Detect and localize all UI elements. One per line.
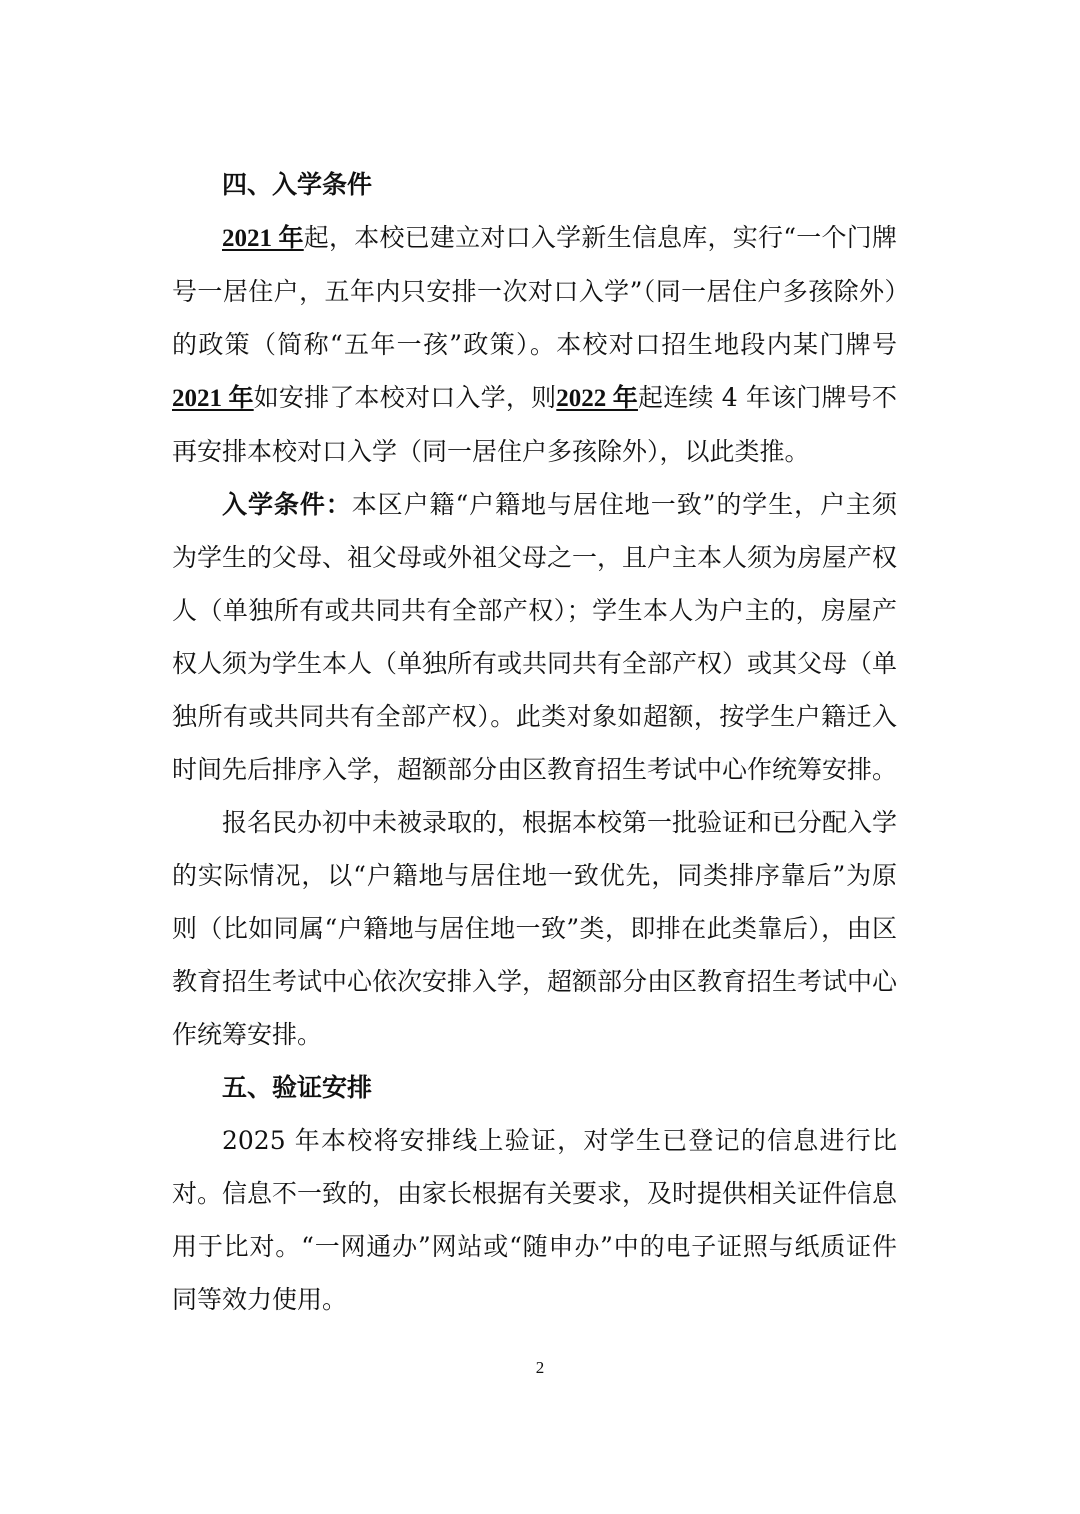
page-number: 2 — [535, 1358, 545, 1377]
year-2021-repeat: 2021 年 — [172, 385, 254, 412]
paragraph-verification: 2025 年本校将安排线上验证，对学生已登记的信息进行比对。信息不一致的，由家长根据有关要求，及时提供相关证件信息用于比对。“一网通办”网站或“随申办”中的电子证照与纸质证件同等效力使用。 — [172, 1126, 898, 1314]
year-2022: 2022 年 — [556, 385, 638, 412]
paragraph-admission-conditions — [172, 478, 897, 796]
section-heading-admission-conditions: 四、入学条件 — [222, 170, 373, 199]
admission-conditions-label: 入学条件： — [222, 490, 352, 519]
admission-conditions-text: 本区户籍“户籍地与居住地一致”的学生，户主须为学生的父母、祖父母或外祖父母之一，且户主本人须为房屋产权人（单独所有或共同共有全部产权）；学生本人为户主的，房屋产权人须为学生本人（单独所有或共同共有全部产权）或其父母（单独所有或共同共有全部产权）。此类对象如超额，按学生户籍迁入时间先后排序入学，超额部分由区教育招生考试中心作统筹安排。 — [172, 490, 898, 784]
paragraph-private-school-unadmitted: 报名民办初中未被录取的，根据本校第一批验证和已分配入学的实际情况，以“户籍地与居住地一致优先，同类排序靠后”为原则（比如同属“户籍地与居住地一致”类，即排在此类靠后），由区教育招生考试中心依次安排入学，超额部分由区教育招生考试中心作统筹安排。 — [172, 808, 898, 1049]
policy-text-3: 起连续 4 年该门牌号不再安排本校对口入学（同一居住户多孩除外），以此类推。 — [172, 383, 897, 466]
year-2021: 2021 年 — [222, 225, 304, 252]
page-content — [172, 158, 897, 1326]
policy-text-1: 起，本校已建立对口入学新生信息库，实行“一个门牌号一居住户，五年内只安排一次对口入学”（同一居住户多孩除外）的政策（简称“五年一孩”政策）。本校对口招生地段内某门牌号 — [172, 223, 897, 359]
paragraph-five-year-policy — [172, 211, 897, 478]
policy-text-2: 如安排了本校对口入学，则 — [253, 383, 557, 412]
section-heading-verification: 五、验证安排 — [222, 1073, 373, 1102]
